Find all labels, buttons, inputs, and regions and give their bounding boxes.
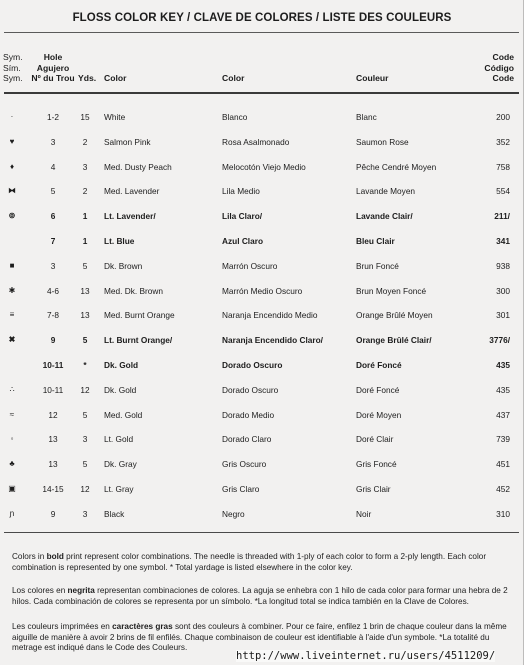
row-color-en: Med. Gold <box>104 409 143 420</box>
row-hole: 12 <box>48 409 58 420</box>
row-code: 300 <box>496 285 510 296</box>
row-symbol: ♦ <box>9 161 15 171</box>
row-color-fr: Brun Moyen Foncé <box>356 285 427 296</box>
table-row <box>0 278 524 303</box>
row-symbol: · <box>10 112 14 121</box>
table-row <box>0 129 524 154</box>
table-row <box>0 352 524 377</box>
row-yards: 1 <box>82 211 88 222</box>
row-symbol: ⊚ <box>8 211 16 221</box>
row-color-en: Med. Dusty Peach <box>104 161 172 172</box>
row-hole: 13 <box>48 459 58 470</box>
row-color-es: Marrón Oscuro <box>222 260 278 271</box>
row-color-es: Negro <box>222 508 245 519</box>
note-en-pre: Colors in <box>12 552 47 561</box>
row-color-es: Dorado Oscuro <box>222 384 279 395</box>
row-color-es: Lila Claro/ <box>222 211 263 222</box>
row-code: 200 <box>496 112 510 122</box>
header-color-en: Color <box>104 73 127 83</box>
row-color-fr: Gris Foncé <box>356 459 397 470</box>
row-color-en: Med. Lavender <box>104 186 160 197</box>
table-row <box>0 451 524 476</box>
row-code: 3776/ <box>489 335 510 346</box>
row-hole: 4-6 <box>47 285 59 296</box>
table-row <box>0 426 524 451</box>
row-symbol: ≈ <box>9 409 15 419</box>
row-color-en: Med. Burnt Orange <box>104 310 175 321</box>
row-color-en: Lt. Burnt Orange/ <box>104 335 173 346</box>
row-color-en: Lt. Gray <box>104 483 134 494</box>
row-color-es: Rosa Asalmonado <box>222 136 290 147</box>
table-row <box>0 253 524 278</box>
header-color-fr: Couleur <box>356 73 389 83</box>
row-hole: 1-2 <box>47 112 59 122</box>
row-color-fr: Lavande Moyen <box>356 186 416 197</box>
row-color-en: Salmon Pink <box>104 136 151 147</box>
row-yards: 15 <box>80 112 90 122</box>
table-row <box>0 377 524 402</box>
row-symbol: ∴ <box>9 384 15 394</box>
row-yards: 5 <box>82 260 88 271</box>
row-color-fr: Doré Foncé <box>356 384 400 395</box>
row-color-fr: Gris Clair <box>356 483 391 494</box>
row-hole: 7-8 <box>47 310 59 321</box>
row-symbol: ✖ <box>8 335 16 345</box>
row-color-fr: Brun Foncé <box>356 260 399 271</box>
row-color-es: Dorado Oscuro <box>222 359 283 370</box>
row-color-en: Lt. Gold <box>104 434 134 445</box>
table-row <box>0 154 524 179</box>
row-color-en: Lt. Lavender/ <box>104 211 156 222</box>
row-code: 435 <box>496 359 510 370</box>
row-symbol: ♥ <box>9 136 15 146</box>
note-es-bold: negrita <box>67 586 95 595</box>
row-hole: 13 <box>48 434 58 445</box>
row-symbol: ✱ <box>8 285 16 295</box>
row-color-es: Naranja Encendido Claro/ <box>222 335 323 346</box>
note-french <box>12 622 512 654</box>
row-hole: 10-11 <box>42 384 64 395</box>
header-sym-en: Sym. <box>3 52 23 62</box>
note-spanish <box>12 586 512 607</box>
row-symbol: ▣ <box>8 483 16 493</box>
row-color-es: Blanco <box>222 112 248 122</box>
row-hole: 5 <box>50 186 56 197</box>
title-divider <box>4 32 519 33</box>
row-color-es: Gris Oscuro <box>222 459 267 470</box>
row-hole: 4 <box>50 161 56 172</box>
row-code: 554 <box>496 186 510 197</box>
row-yards: 12 <box>80 384 90 395</box>
header-code-fr: Code <box>492 73 514 83</box>
row-code: 452 <box>496 483 510 494</box>
note-english <box>12 552 512 573</box>
color-table <box>0 104 524 526</box>
row-code: 451 <box>496 459 510 470</box>
row-symbol: ◦ <box>10 434 14 444</box>
header-sym <box>3 52 23 84</box>
header-divider <box>4 92 519 94</box>
row-symbol: ɲ <box>9 508 15 518</box>
row-yards: 5 <box>82 335 88 346</box>
table-row <box>0 178 524 203</box>
row-symbol: ♣ <box>9 459 15 469</box>
row-yards: 5 <box>82 459 88 470</box>
row-color-fr: Doré Clair <box>356 434 394 445</box>
footer-divider <box>4 532 519 533</box>
row-color-fr: Orange Brûlé Moyen <box>356 310 433 321</box>
row-color-fr: Doré Foncé <box>356 359 402 370</box>
row-code: 758 <box>496 161 510 172</box>
row-color-en: Dk. Gold <box>104 384 137 395</box>
table-row <box>0 302 524 327</box>
header-hole-fr: Nº du Trou <box>31 73 75 83</box>
table-row <box>0 402 524 427</box>
row-code: 341 <box>496 235 510 246</box>
note-es-pre: Los colores en <box>12 586 68 595</box>
header-hole-es: Agujero <box>36 62 70 73</box>
row-hole: 7 <box>50 235 56 246</box>
row-hole: 6 <box>50 211 56 222</box>
row-yards: 13 <box>80 310 90 321</box>
row-yards: 2 <box>82 186 88 197</box>
row-yards: 13 <box>80 285 90 296</box>
row-hole: 9 <box>50 508 56 519</box>
row-color-en: Black <box>104 508 125 519</box>
row-code: 211/ <box>494 211 510 222</box>
header-code <box>478 52 514 84</box>
header-color-es: Color <box>222 73 245 83</box>
note-fr-pre: Les couleurs imprimées en <box>12 622 113 631</box>
row-color-fr: Lavande Clair/ <box>356 211 413 222</box>
row-code: 310 <box>496 508 510 519</box>
table-row <box>0 476 524 501</box>
row-symbol: ■ <box>9 260 15 270</box>
row-code: 739 <box>496 434 510 445</box>
row-yards: 12 <box>80 483 90 494</box>
row-yards: 2 <box>82 136 88 147</box>
row-hole: 3 <box>50 136 56 147</box>
header-sym-es: Sím. <box>3 62 21 73</box>
row-color-es: Naranja Encendido Medio <box>222 310 318 321</box>
row-color-es: Dorado Claro <box>222 434 272 445</box>
header-code-en: Code <box>492 52 514 62</box>
table-row <box>0 203 524 228</box>
table-row <box>0 228 524 253</box>
row-color-es: Gris Claro <box>222 483 260 494</box>
row-yards: 3 <box>82 434 88 445</box>
source-watermark: http://www.liveinternet.ru/users/4511209/ <box>236 650 496 662</box>
row-color-es: Marrón Medio Oscuro <box>222 285 303 296</box>
header-sym-fr: Sym. <box>3 73 23 83</box>
row-hole: 3 <box>50 260 56 271</box>
row-code: 435 <box>496 384 510 395</box>
note-en-post: print represent color combinations. The needle is threaded with 1-ply of each color to form a 2-ply length. Each color combination is represented by one symbol. * Total yardage is listed elsewhere in the color key. <box>12 552 487 572</box>
row-yards: * <box>83 359 87 370</box>
row-yards: 3 <box>82 508 88 519</box>
row-hole: 10-11 <box>42 359 64 370</box>
note-en-bold: bold <box>46 552 64 561</box>
table-row <box>0 327 524 352</box>
page-title: FLOSS COLOR KEY / CLAVE DE COLORES / LISTE DES COULEURS <box>72 12 452 24</box>
row-color-en: Dk. Brown <box>104 260 143 271</box>
row-code: 352 <box>496 136 510 147</box>
row-code: 938 <box>496 260 510 271</box>
header-hole <box>30 52 76 84</box>
row-hole: 14-15 <box>42 483 64 494</box>
row-color-en: Dk. Gray <box>104 459 137 470</box>
note-fr-post: sont des couleurs à combiner. Pour ce faire, enfilez 1 brin de chaque couleur dans la même aiguille de manière à avoir 2 brins de fil enfilés. Chaque combinaison de couleur est identifiable à l'aide d'un symbole. *La totalité du metrage est indiqué dans le Code des Couleurs. <box>12 622 507 653</box>
row-color-es: Lila Medio <box>222 186 260 197</box>
row-yards: 5 <box>82 409 88 420</box>
row-color-en: Med. Dk. Brown <box>104 285 164 296</box>
header-yds: Yds. <box>78 73 97 83</box>
row-color-en: Dk. Gold <box>104 359 139 370</box>
row-color-es: Azul Claro <box>222 235 264 246</box>
row-symbol: ≡ <box>9 310 15 320</box>
row-code: 301 <box>496 310 510 321</box>
note-fr-bold: caractères gras <box>112 622 173 631</box>
row-color-fr: Doré Moyen <box>356 409 402 420</box>
table-row <box>0 104 524 129</box>
row-color-fr: Orange Brûlé Clair/ <box>356 335 432 346</box>
row-color-fr: Bleu Clair <box>356 235 395 246</box>
header-hole-en: Hole <box>43 52 63 62</box>
row-yards: 1 <box>82 235 88 246</box>
table-row <box>0 501 524 526</box>
row-color-en: White <box>104 112 126 122</box>
row-code: 437 <box>496 409 510 420</box>
row-color-es: Dorado Medio <box>222 409 275 420</box>
row-color-fr: Noir <box>356 508 372 519</box>
row-color-fr: Blanc <box>356 112 377 122</box>
row-color-fr: Pêche Cendré Moyen <box>356 161 437 172</box>
row-symbol: ⧓ <box>8 186 16 196</box>
row-hole: 9 <box>50 335 56 346</box>
row-yards: 3 <box>82 161 88 172</box>
note-es-post: representan combinaciones de colores. La aguja se enhebra con 1 hilo de cada color para formar una hebra de 2 hilos. Cada combinación de colores se representa por un símbolo. *La longitud total se indica también en la Clave de Colores. <box>12 586 508 606</box>
row-color-fr: Saumon Rose <box>356 136 409 147</box>
header-code-es: Código <box>484 62 514 73</box>
row-color-es: Melocotón Viejo Medio <box>222 161 306 172</box>
row-color-en: Lt. Blue <box>104 235 135 246</box>
